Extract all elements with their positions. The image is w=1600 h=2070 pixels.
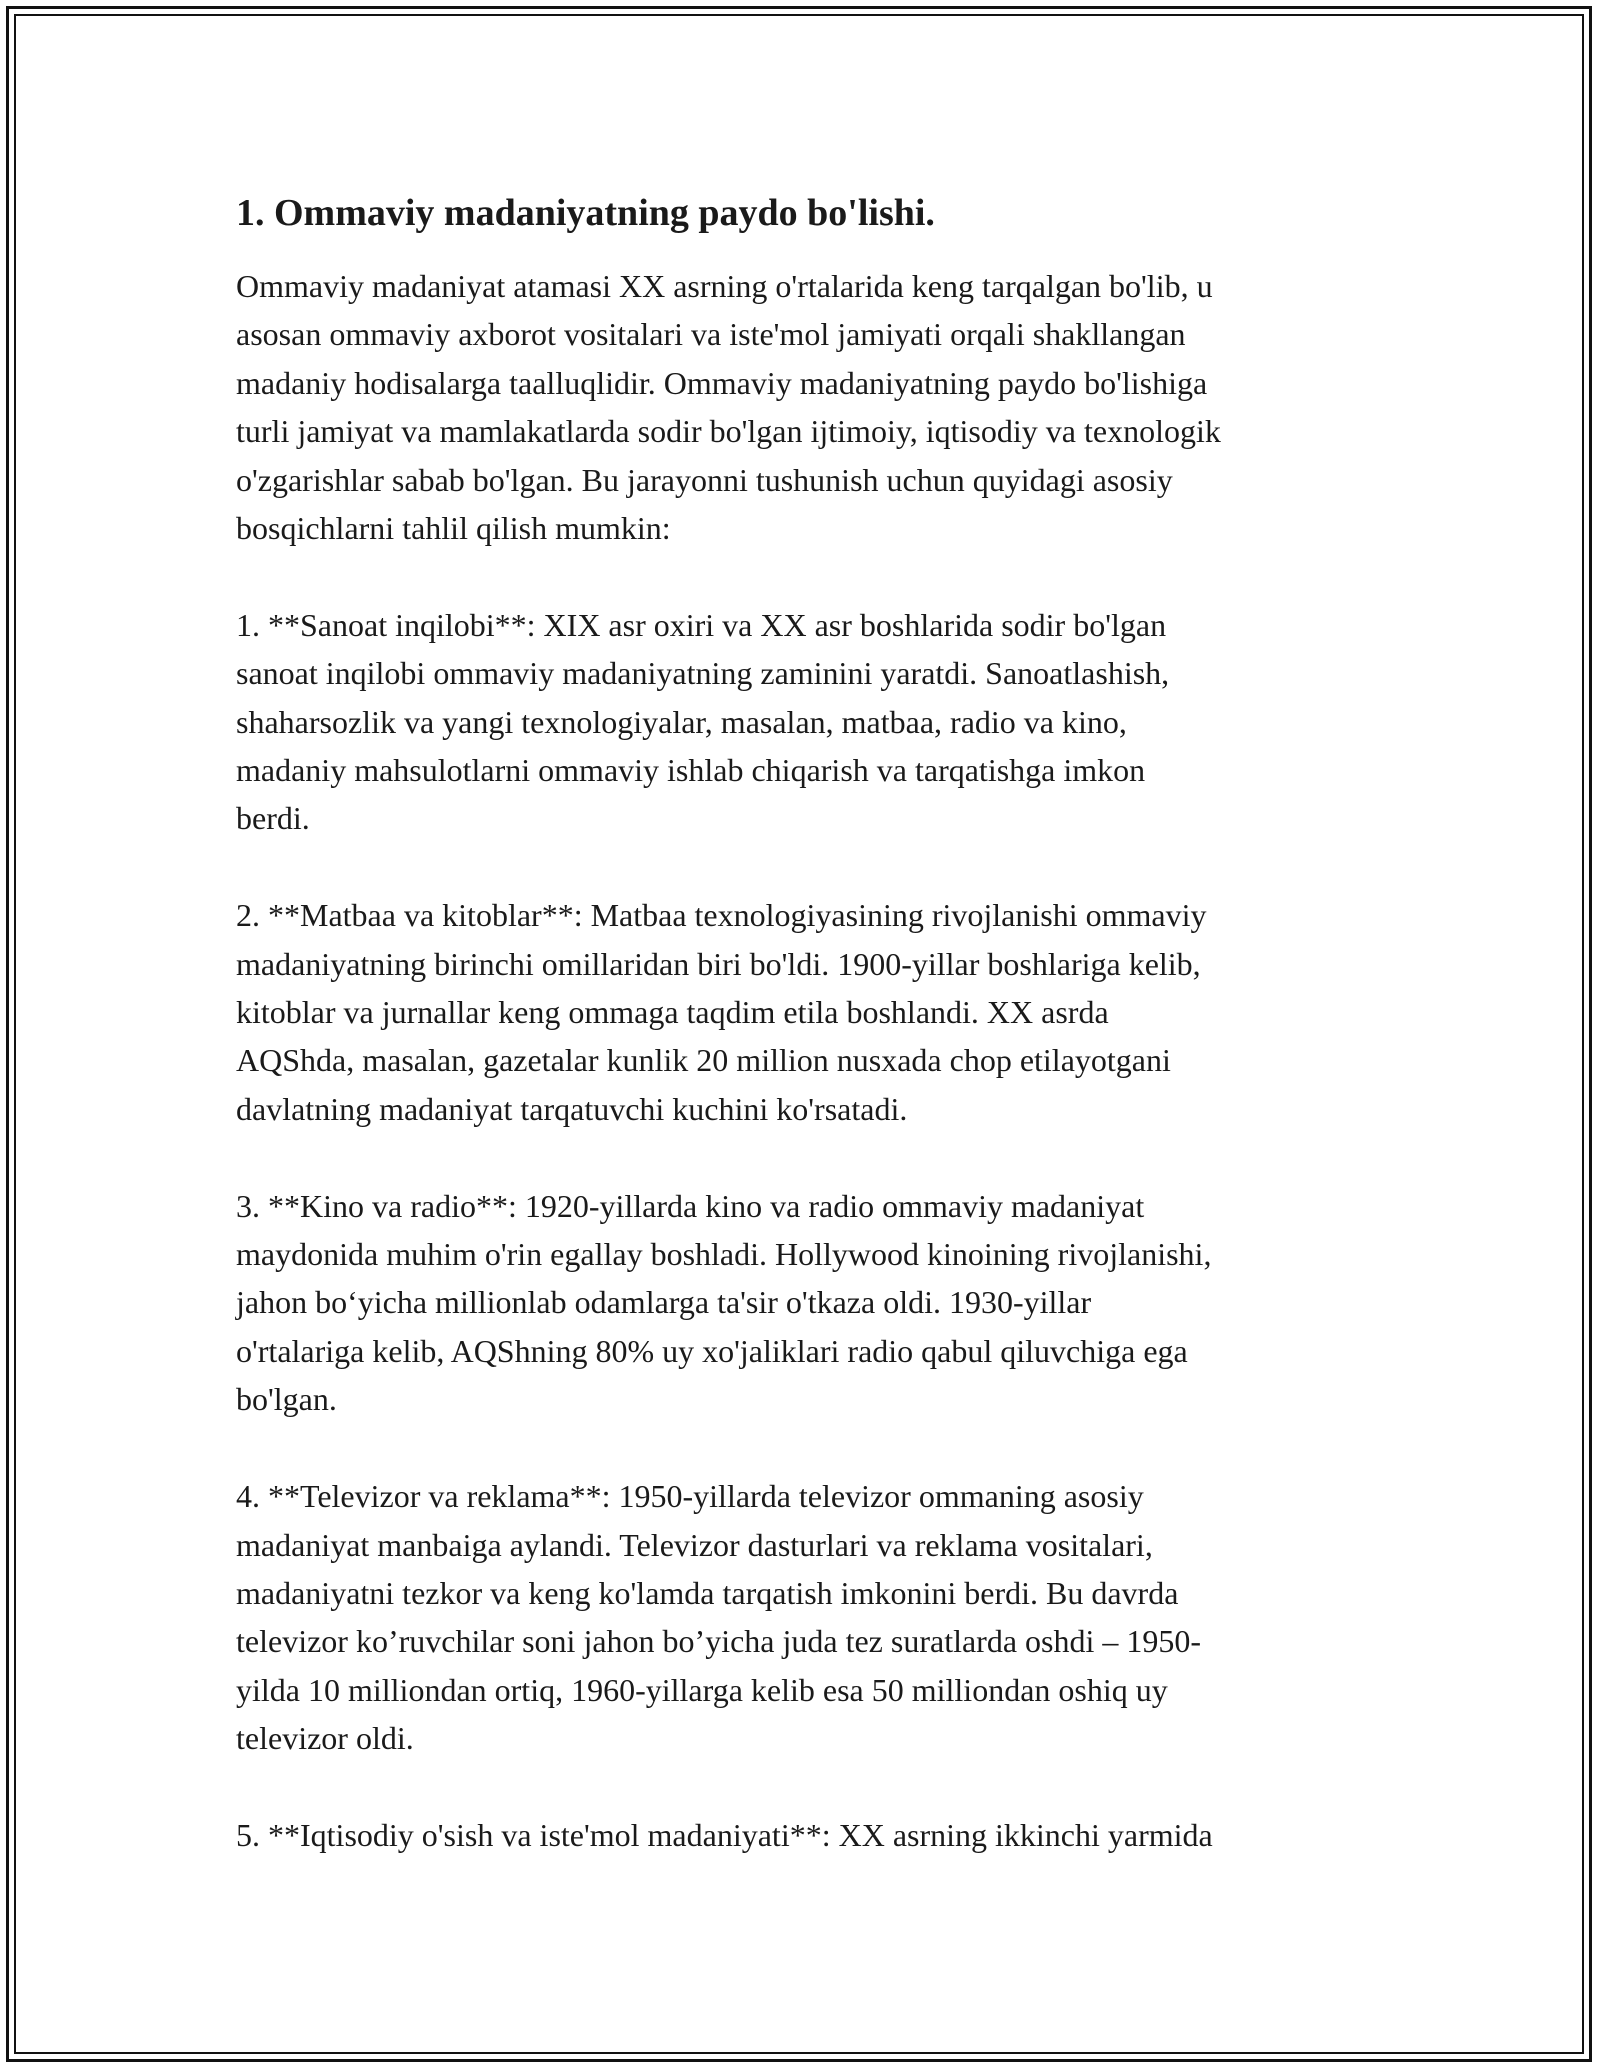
list-item-1: 1. **Sanoat inqilobi**: XIX asr oxiri va XX asr boshlarida sodir bo'lgan sanoat inqilobi ommaviy madaniyatning zaminini yaratdi. Sanoatlashish, shaharsozlik va yangi texnologiyalar, masalan, matbaa, radio va kino, madaniy mahsulotlarni ommaviy ishlab chiqarish va tarqatishga imkon berdi. — [236, 606, 1170, 837]
list-item-5: 5. **Iqtisodiy o'sish va iste'mol madaniyati**: XX asrning ikkinchi yarmida — [236, 1816, 1213, 1853]
list-item-3: 3. **Kino va radio**: 1920-yillarda kino va radio ommaviy madaniyat maydonida muhim o'rin egallay boshladi. Hollywood kinoining rivojlanishi, jahon bo‘yicha millionlab odamlarga ta'sir o'tkaza oldi. 1930-yillar o'rtalariga kelib, AQShning 80% uy xo'jaliklari radio qabul qiluvchiga ega bo'lgan. — [236, 1187, 1212, 1418]
intro-paragraph: Ommaviy madaniyat atamasi XX asrning o'rtalarida keng tarqalgan bo'lib, u asosan ommaviy axborot vositalari va iste'mol jamiyati orqali shakllangan madaniy hodisalarga taalluqlidir. Ommaviy madaniyatning paydo bo'lishiga turli jamiyat va mamlakatlarda sodir bo'lgan ijtimoiy, iqtisodiy va texnologik o'zgarishlar sabab bo'lgan. Bu jarayonni tushunish uchun quyidagi asosiy bosqichlarni tahlil qilish mumkin: — [236, 268, 1221, 547]
document-title: 1. Ommaviy madaniyatning paydo bo'lishi. — [236, 192, 935, 234]
list-item-4: 4. **Televizor va reklama**: 1950-yillarda televizor ommaning asosiy madaniyat manbaiga aylandi. Televizor dasturlari va reklama vositalari, madaniyatni tezkor va keng ko'lamda tarqatish imkonini berdi. Bu davrda televizor ko’ruvchilar soni jahon bo’yicha juda tez suratlarda oshdi – 1950- yilda 10 milliondan ortiq, 1960-yillarga kelib esa 50 milliondan oshiq uy televizor oldi. — [236, 1478, 1202, 1757]
list-item-2: 2. **Matbaa va kitoblar**: Matbaa texnologiyasining rivojlanishi ommaviy madaniyatning birinchi omillaridan biri bo'ldi. 1900-yillar boshlariga kelib, kitoblar va jurnallar keng ommaga taqdim etila boshlandi. XX asrda AQShda, masalan, gazetalar kunlik 20 million nusxada chop etilayotgani davlatning madaniyat tarqatuvchi kuchini ko'rsatadi. — [236, 897, 1207, 1127]
document-body — [236, 186, 1376, 1908]
